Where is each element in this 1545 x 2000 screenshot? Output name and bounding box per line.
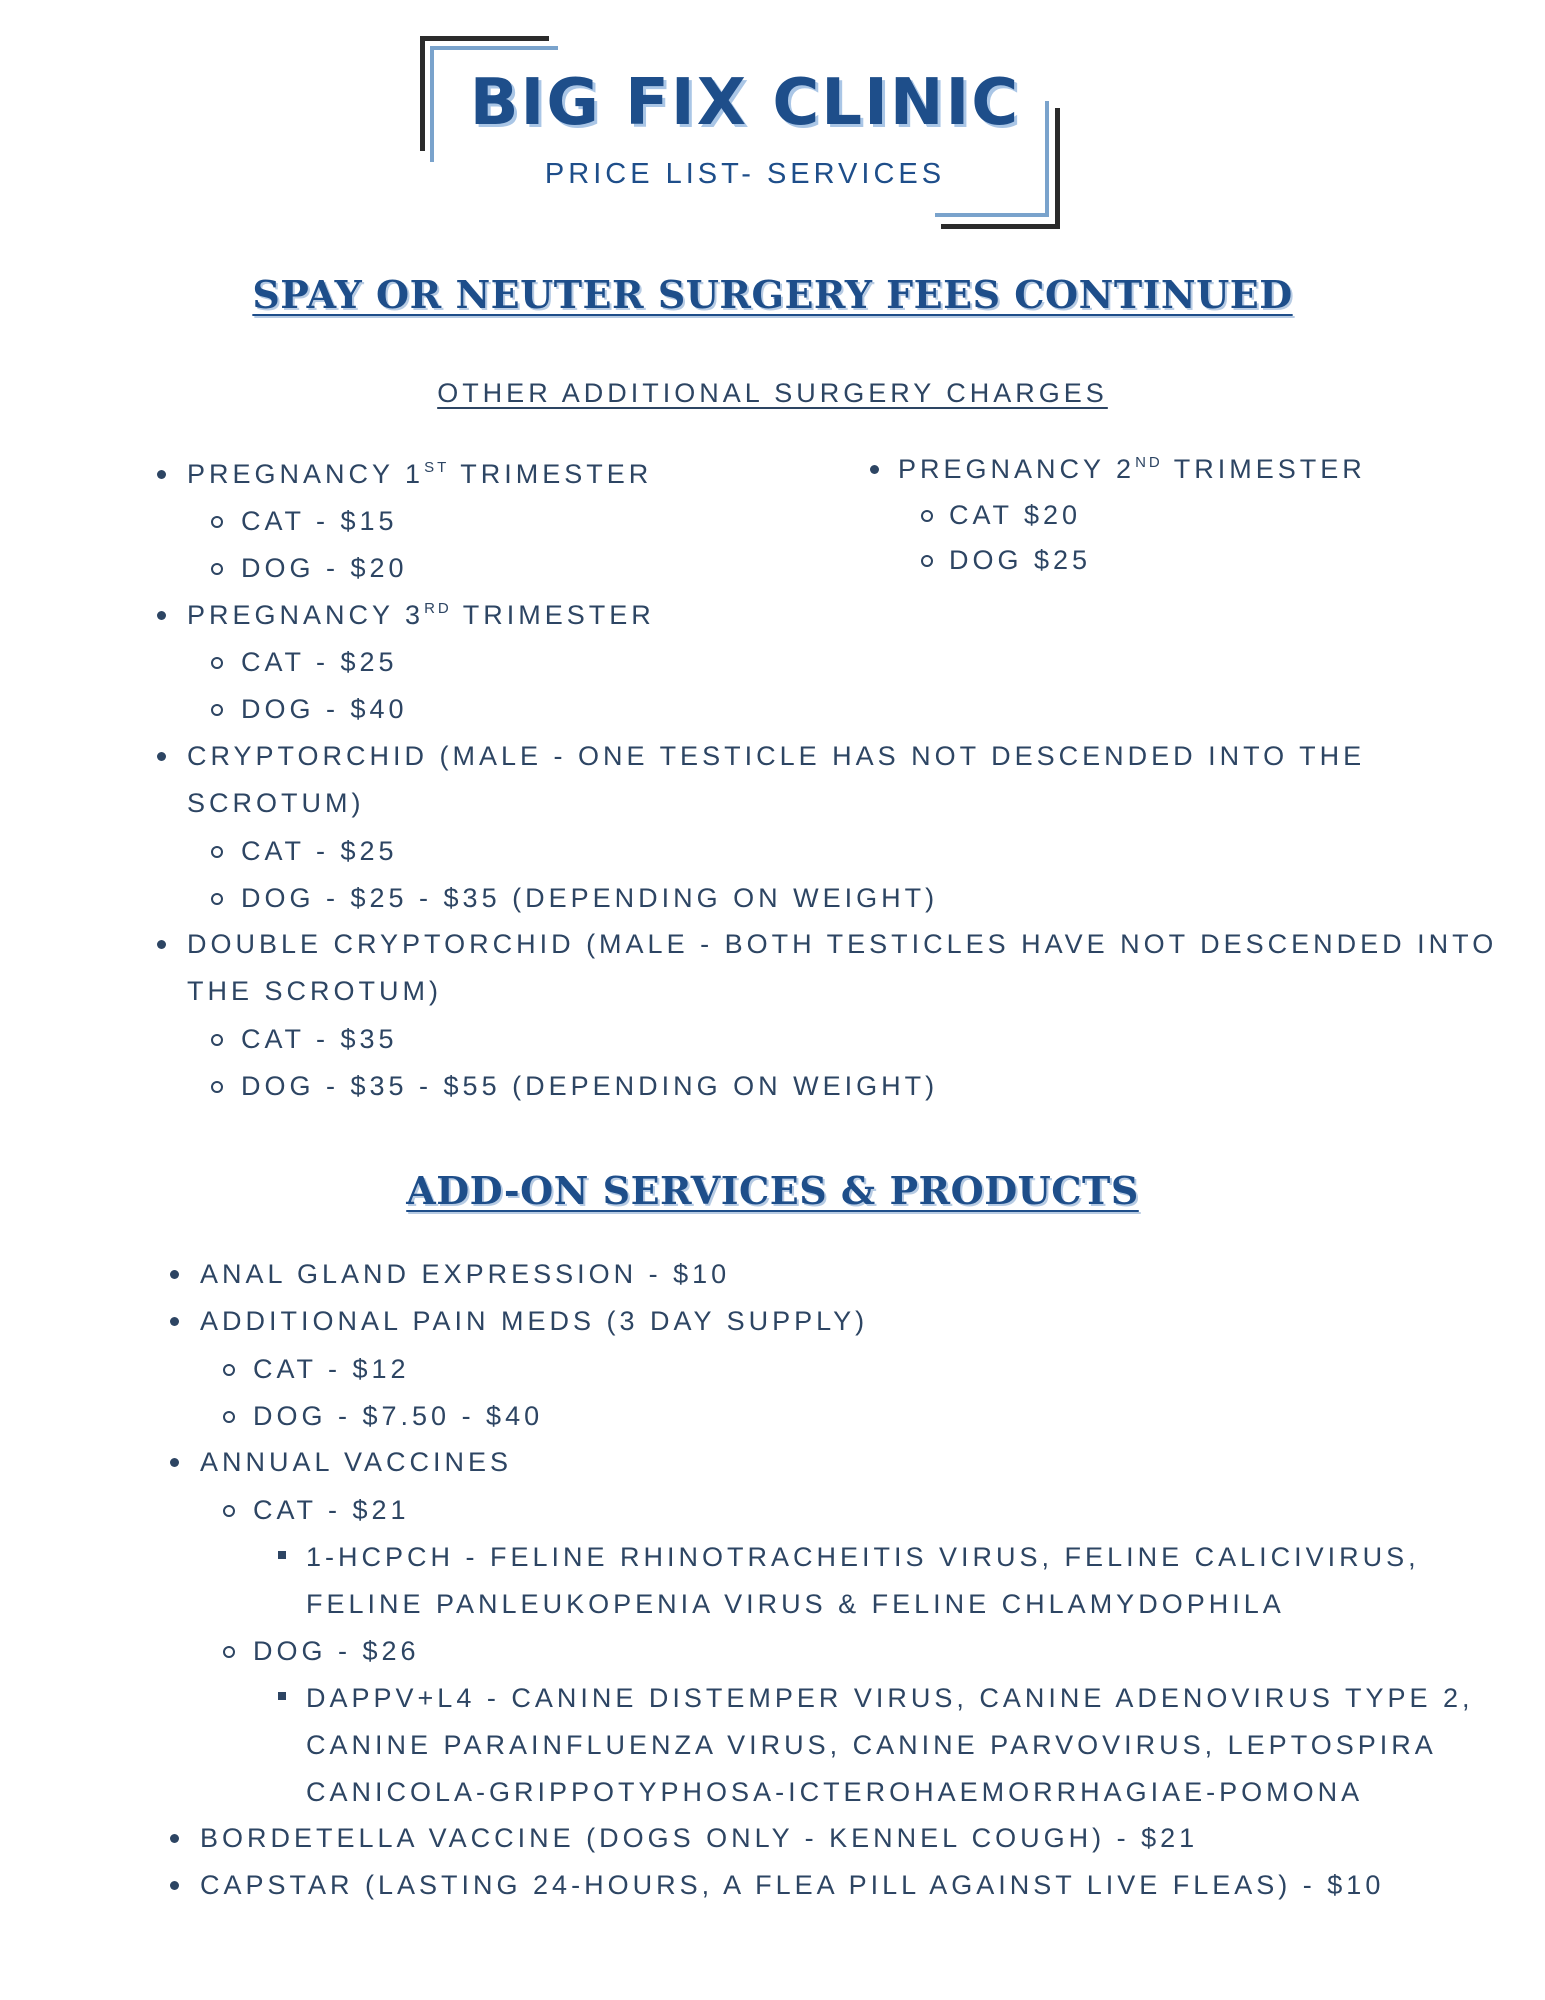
bullet-square [278, 1551, 286, 1559]
clinic-name: BIG FIX CLINIC [469, 66, 1021, 140]
bullet-dot [170, 1834, 179, 1843]
bullet-ring [223, 1646, 235, 1658]
vaccine-dog-detail: DAPPV+L4 - CANINE DISTEMPER VIRUS, CANINE ADENOVIRUS TYPE 2, [306, 1683, 1474, 1713]
price-preg2-cat: CAT $20 [949, 500, 1082, 530]
item-double-cryptorchid-cont: THE SCROTUM) [187, 976, 442, 1006]
price-preg2-dog: DOG $25 [949, 545, 1092, 575]
price-double-cat: CAT - $35 [241, 1024, 398, 1054]
item-pregnancy-3rd: PREGNANCY 3RD TRIMESTER [187, 600, 655, 630]
bullet-ring [211, 893, 223, 905]
vaccine-dog-detail-cont2: CANICOLA-GRIPPOTYPHOSA-ICTEROHAEMORRHAGIAE-POMONA [306, 1777, 1364, 1807]
bullet-dot [157, 940, 166, 949]
bullet-dot [170, 1881, 179, 1890]
item-double-cryptorchid: DOUBLE CRYPTORCHID (MALE - BOTH TESTICLES HAVE NOT DESCENDED INTO [187, 929, 1498, 959]
item-cryptorchid: CRYPTORCHID (MALE - ONE TESTICLE HAS NOT DESCENDED INTO THE [187, 741, 1366, 771]
price-preg1-dog: DOG - $20 [241, 553, 408, 583]
bullet-ring [921, 555, 933, 567]
bullet-ring [211, 563, 223, 575]
item-cryptorchid-cont: SCROTUM) [187, 788, 365, 818]
bullet-dot [157, 611, 166, 620]
section-subtitle-additional-charges: OTHER ADDITIONAL SURGERY CHARGES [437, 378, 1108, 408]
bullet-ring [223, 1505, 235, 1517]
bullet-ring [211, 657, 223, 669]
vaccine-dog-detail-cont1: CANINE PARAINFLUENZA VIRUS, CANINE PARVOVIRUS, LEPTOSPIRA [306, 1730, 1437, 1760]
bullet-ring [211, 1081, 223, 1093]
price-preg3-cat: CAT - $25 [241, 647, 398, 677]
bullet-dot [157, 470, 166, 479]
price-preg1-cat: CAT - $15 [241, 506, 398, 536]
bullet-square [278, 1692, 286, 1700]
price-pain-cat: CAT - $12 [253, 1354, 410, 1384]
bullet-ring [211, 1034, 223, 1046]
price-vaccine-dog: DOG - $26 [253, 1636, 420, 1666]
item-pregnancy-1st: PREGNANCY 1ST TRIMESTER [187, 459, 653, 489]
page-subtitle: PRICE LIST- SERVICES [544, 158, 946, 190]
vaccine-cat-detail: 1-HCPCH - FELINE RHINOTRACHEITIS VIRUS, FELINE CALICIVIRUS, [306, 1542, 1420, 1572]
price-double-dog: DOG - $35 - $55 (DEPENDING ON WEIGHT) [241, 1071, 939, 1101]
price-pain-dog: DOG - $7.50 - $40 [253, 1401, 544, 1431]
item-anal-gland: ANAL GLAND EXPRESSION - $10 [200, 1259, 731, 1289]
bullet-dot [870, 465, 879, 474]
item-capstar: CAPSTAR (LASTING 24-HOURS, A FLEA PILL AGAINST LIVE FLEAS) - $10 [200, 1870, 1385, 1900]
bullet-ring [211, 846, 223, 858]
bullet-dot [170, 1458, 179, 1467]
section-title-addons: ADD-ON SERVICES & PRODUCTS [406, 1168, 1139, 1213]
item-annual-vaccines: ANNUAL VACCINES [200, 1447, 513, 1477]
item-bordetella: BORDETELLA VACCINE (DOGS ONLY - KENNEL COUGH) - $21 [200, 1823, 1199, 1853]
item-pregnancy-2nd: PREGNANCY 2ND TRIMESTER [898, 454, 1366, 484]
bullet-ring [921, 510, 933, 522]
price-crypt-cat: CAT - $25 [241, 836, 398, 866]
vaccine-cat-detail-cont: FELINE PANLEUKOPENIA VIRUS & FELINE CHLAMYDOPHILA [306, 1589, 1285, 1619]
bullet-ring [211, 516, 223, 528]
bullet-ring [211, 704, 223, 716]
item-pain-meds: ADDITIONAL PAIN MEDS (3 DAY SUPPLY) [200, 1306, 869, 1336]
bullet-ring [223, 1364, 235, 1376]
bullet-dot [170, 1317, 179, 1326]
price-vaccine-cat: CAT - $21 [253, 1495, 410, 1525]
price-crypt-dog: DOG - $25 - $35 (DEPENDING ON WEIGHT) [241, 883, 939, 913]
bullet-dot [170, 1270, 179, 1279]
section-title-surgery: SPAY OR NEUTER SURGERY FEES CONTINUED [252, 272, 1293, 317]
bullet-dot [157, 752, 166, 761]
price-preg3-dog: DOG - $40 [241, 694, 408, 724]
bullet-ring [223, 1411, 235, 1423]
